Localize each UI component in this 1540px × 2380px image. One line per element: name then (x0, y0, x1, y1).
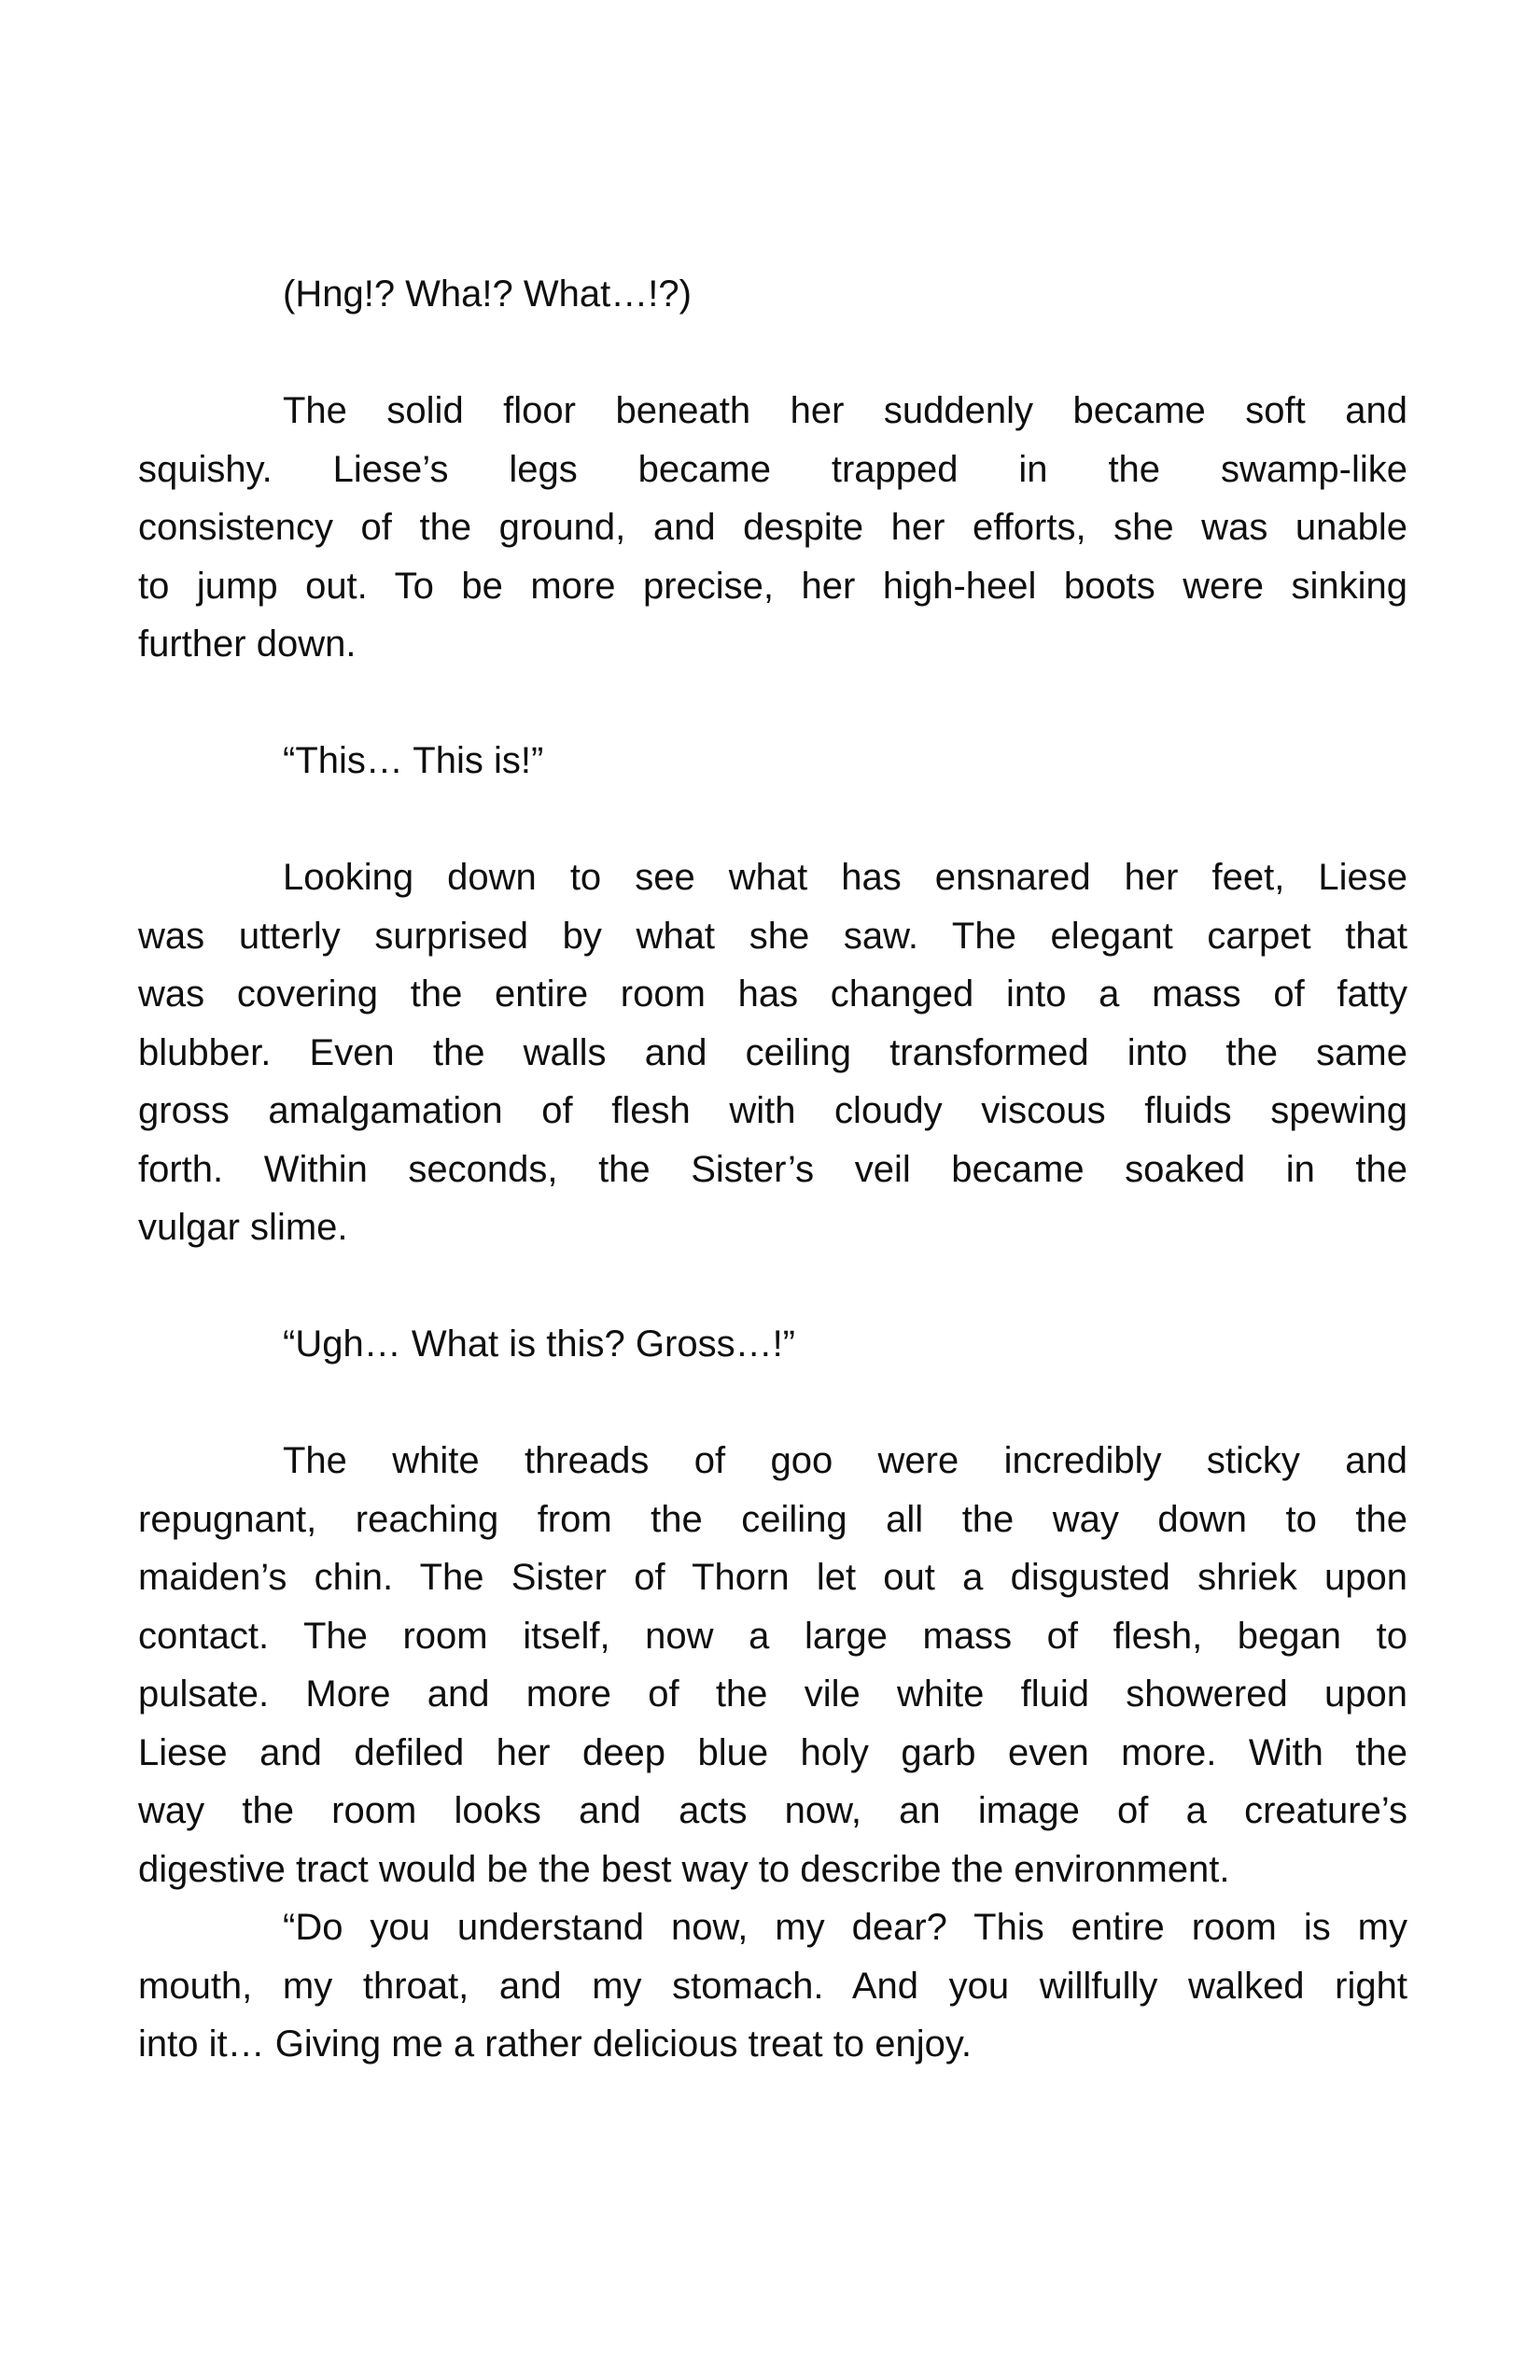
paragraph-3 (138, 732, 1407, 791)
text-line: was covering the entire room has changed into a mass of fatty (138, 973, 1407, 1015)
paragraph-6 (138, 1432, 1407, 1898)
text-line: (Hng!? Wha!? What…!?) (283, 273, 692, 315)
text-line: way the room looks and acts now, an image of a creature’s (138, 1790, 1407, 1831)
text-line: blubber. Even the walls and ceiling transformed into the same (138, 1031, 1407, 1073)
text-line: “This… This is!” (283, 740, 544, 781)
paragraph-7 (138, 1898, 1407, 2074)
text-line: consistency of the ground, and despite her efforts, she was unable (138, 507, 1407, 548)
text-block (138, 265, 1407, 2074)
text-line: vulgar slime. (138, 1207, 348, 1248)
text-line: further down. (138, 623, 357, 665)
text-line: “Ugh… What is this? Gross…!” (283, 1323, 796, 1365)
text-line: was utterly surprised by what she saw. The elegant carpet that (138, 915, 1407, 957)
paragraph-4 (138, 848, 1407, 1257)
paragraph-5 (138, 1315, 1407, 1374)
paragraph-2 (138, 382, 1407, 674)
text-line: squishy. Liese’s legs became trapped in the swamp-like (138, 448, 1407, 490)
text-line: The solid floor beneath her suddenly became soft and (283, 390, 1407, 431)
text-line: contact. The room itself, now a large mass of flesh, began to (138, 1615, 1407, 1657)
text-line: to jump out. To be more precise, her high-heel boots were sinking (138, 565, 1407, 607)
text-line: into it… Giving me a rather delicious treat to enjoy. (138, 2023, 973, 2065)
text-line: maiden’s chin. The Sister of Thorn let out a disgusted shriek upon (138, 1557, 1407, 1598)
text-line: Liese and defiled her deep blue holy garb even more. With the (138, 1731, 1407, 1773)
text-line: pulsate. More and more of the vile white fluid showered upon (138, 1673, 1407, 1715)
paragraph-1 (138, 265, 1407, 324)
text-line: Looking down to see what has ensnared her feet, Liese (283, 857, 1407, 898)
text-line: mouth, my throat, and my stomach. And you willfully walked right (138, 1965, 1407, 2007)
text-line: forth. Within seconds, the Sister’s veil became soaked in the (138, 1148, 1407, 1190)
text-line: digestive tract would be the best way to describe the environment. (138, 1848, 1230, 1890)
text-line: The white threads of goo were incredibly sticky and (283, 1440, 1407, 1481)
text-line: gross amalgamation of flesh with cloudy viscous fluids spewing (138, 1090, 1407, 1131)
text-line: repugnant, reaching from the ceiling all the way down to the (138, 1498, 1407, 1540)
text-line: “Do you understand now, my dear? This entire room is my (283, 1907, 1407, 1948)
